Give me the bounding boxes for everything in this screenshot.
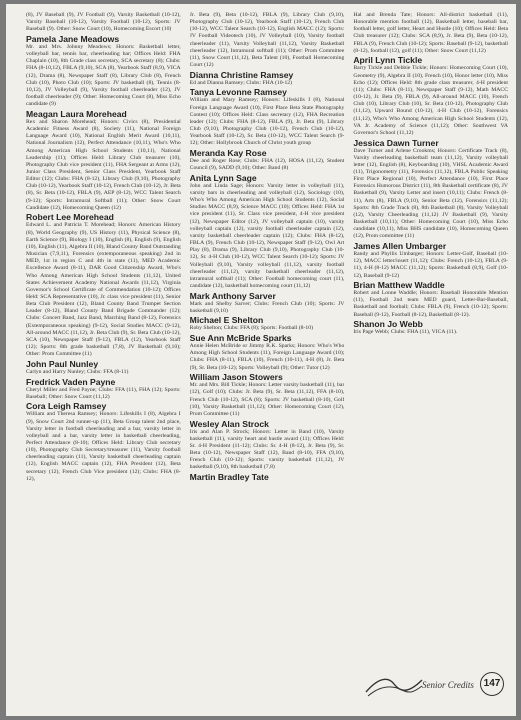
senior-credits-text: William and Mary Ramsey; Honors: Lifeskills I (8), National Foreign Language Award (10), First Place Beta State Photography Contest (10); Offices Held: Class secretary (12), FHA Recreation leader (12); Clubs: FHA (8-12), FBLA (9), Jr. Beta (9), Library Club (9,10), Photography Club (10-12), French Club (10-12), Yearbook Staff (10-12), Sr. Beta (10-12), WCC Talent Search (9-12); Other: Hollybrook Church of Christ youth group xyxy=(189,97,345,147)
senior-name: Fredrick Vaden Payne xyxy=(26,376,116,387)
column-3 xyxy=(353,12,508,660)
senior-credits-text: Rex and Sharon Morehead; Honors: Civics (8), Presidential Academic Fitness Award (8), Society (11), National Foreign Language Award (10), National English Merit Award (10,11), National Journalism (12), Perfect Attendance (10,11), Who's Who Among American High School Students (10,11), National Leadership (11); Offices Held: Library Club treasurer (10), Photography Club vice president (11), FHA Sergeant at Arms (12), Junior Class President, Senior Class President, Yearbook Staff Editor (12); Clubs: FHA (8-12), Library Club (9,10), Photography Club (10-12), Yearbook Staff (10-12), French Club (10-12), Jr. Beta (8), Sr. Beta (10-12), FBLA (9), AEP (8-12), WCC Talent Search (9-12); Sports: Intramural Softball (11); Other: Snow Court Candidate (12), Homecoming Queen (12) xyxy=(26,118,181,211)
senior-name: Cora Leigh Ramsey xyxy=(26,401,107,412)
senior-credits-text: William and Theresa Ramsey; Honors: Lifeskills I (8), Algebra I (9), Snow Court 2nd runner-up (11), Beta Group talent 2nd place, Varsity letter in football cheerleading and a bar, varsity letter in volleyball and a bar, varsity letter in basketball cheerleading, Perfect Attendance (8-10); Offices Held: Library Club secretary (10), Photography Club Secretary/treasurer (11), Varsity football cheerleading captain (11), Varsity basketball cheerleading captain (12), English MACC captain (12), FHA President (12), Beta secretary (12), French Club Vice president (12); Clubs: FHA (8-12), xyxy=(26,411,181,482)
senior-credits-text: Mr. and Mrs. Johnny Meadows; Honors: Basketball letter, volleyball bar, tennis bar, cheerleading bar; Offices Held: FHA Chaplain (10), 8th Grade class secretary, SCA secretary (8); Clubs: FHA (8-10,12), FBLA (9,10), SCA (8), Yearbook Staff (8,9), VICA (12), Drama (8), Newspaper Staff (8), Library Club (8), French Club (10), Photo Club (10); Sports: JV basketball (8), Tennis (8-10,12), JV Volleyball (9), Varsity football cheerleader (12), JV football cheerleader (9); Other: Homecoming Court (8), Miss Echo candidate (9) xyxy=(26,43,181,108)
senior-name: Dianna Christine Ramsey xyxy=(189,69,294,80)
senior-credits-text: Dee and Roger Rose; Clubs: FHA (12), HOSA (11,12), Student Council (9), SADD (9,10); Other: Band (8) xyxy=(189,158,345,172)
yearbook-page xyxy=(6,4,516,716)
senior-credits-text: Cheryl Miller and Fred Payne; Clubs: FFA (11), FHA (12); Sports: Baseball; Other: Snow Court (11,12) xyxy=(26,386,181,400)
senior-name: William Jason Stowers xyxy=(189,372,283,383)
senior-credits-text: Ed and Dianna Ramsey; Clubs: FHA (10-12) xyxy=(189,79,293,86)
senior-name: Mark Anthony Sarver xyxy=(189,290,276,301)
column-2 xyxy=(190,12,345,660)
senior-name: Shanon Jo Webb xyxy=(353,319,423,330)
page-number: 147 xyxy=(480,672,504,696)
senior-entry xyxy=(353,241,508,280)
senior-credits-text: John and Linda Sage; Honors: Varsity letter in volleyball (11), varsity bars in cheerleading and volleyball (12), Sociology (10), Who's Who Among American High School Students (12), Social Studies MACC (8,9), Science MACC (10); Offices Held: FHA 1st vice president (11), Sr. Class vice president, 4-H vice president (12), Newspaper Editor (12), JV volleyball captain (10), varsity volleyball captain (12), varsity football cheerleader captain (12), varsity basketball cheerleader captain (12); Clubs: FHA (8-12), FBLA (9), French Club (10-12), Newspaper Staff (9-12), Owl Art Play (8), Drama (9), Library Club (9,10), Photography Club (10-12), Sr. 4-H Club (10-12), WCC Talent Search (10-12); Sports: JV Volleyball (9,10), Varsity volleyball (11,12), varsity football cheerleader (11,12), varsity basketball cheerleader (11,12), intramural softball (11); Other: Football homecoming court (11), candidate (12), basketball homecoming court (11,12) xyxy=(189,182,345,289)
senior-entry xyxy=(26,109,181,212)
senior-entry xyxy=(190,12,345,69)
senior-entry xyxy=(190,472,345,482)
senior-entry xyxy=(190,87,345,147)
senior-credits-text: Barry Tickle and Debbie Tickle; Honors: Homecoming Court (10), Geometry (9), Algebra II (10), French (10), Honor letter (10), Miss Echo (12); Offices Held: 8th grade class treasurer, 4-H president (11); Clubs: FHA (8-11), Newspaper Staff (9-12), Math MACC (10-12), Jr. Beta (9), FBLA (9), All-around MACC (10), French Club (10), Library Club (10), Sr. Beta (10-12), Photography Club (11,12), Upward Bound (10-12), 4-H Club (10-12), Forensics (11,12), Who's Who Among American High School Students (12), VA Jr. Academy of Science (11,12); Other: Southwest VA Governor's School (11,12) xyxy=(353,65,509,136)
senior-credits-text: Jr. Beta (9), Beta (10-12), FBLA (9), Library Club (9,10), Photography Club (10-12), Yearbook Staff (10-12), French Club (10-12), WCC Talent Search (10-12), English MACC (12); Sports: JV Football Videotech (10), JV Volleyball (10), Varsity football cheerleader (11), Varsity Volleyball (11,12), Varsity Basketball cheerleader (12), Intramural softball (11); Other: Prom Committee (11), Snow Court (11,12), Beta Talent (10), Football Homecoming Court (12) xyxy=(189,12,345,69)
senior-entry xyxy=(353,319,508,336)
senior-entry xyxy=(26,12,181,33)
senior-name: Jessica Dawn Turner xyxy=(353,137,439,148)
senior-credits-text: Roby Shelton; Clubs: FFA (8); Sports: Football (8-10) xyxy=(189,325,313,332)
senior-name: Robert Lee Morehead xyxy=(26,212,114,223)
senior-name: Sue Ann McBride Sparks xyxy=(189,333,292,344)
senior-entry xyxy=(190,148,345,172)
senior-entry xyxy=(190,333,345,372)
senior-credits-text: Iris and Alan P. Strock; Honors: Letter in Band (10), Varsity basketball (11), varsity heart and hustle award (11); Offices Held: Sr. 4-H President (11-12); Clubs: Sr. 4-H (8-12), Jr. Beta (9), Sr. Beta (10-12), Newspaper Staff (12), Band (8-10), FFA (9,10), French Club (10-12); Sports: varsity basketball (11,12), JV basketball (9,10), 8th basketball (7,8) xyxy=(189,428,345,471)
senior-entry xyxy=(26,34,181,108)
senior-name: April Lynn Tickle xyxy=(353,55,423,66)
page-footer xyxy=(364,670,504,700)
senior-entry xyxy=(190,70,345,87)
senior-credits-text: Mark and Shelby Sarver; Clubs: French Club (10); Sports: JV basketball (9,10) xyxy=(189,300,345,314)
senior-entry xyxy=(26,359,181,376)
column-1 xyxy=(26,12,181,660)
senior-credits-text: Robert and Lonne Waddle; Honors: Baseball Honorable Mention (11), Football 2nd team MED guard, Letter-Bar-Baseball, Basketball and football; Clubs: FBLA (9), French (10-12); Sports: Baseball (9-12), Football (8-12), Basketball (8-12). xyxy=(353,290,509,318)
senior-credits-text: Annie Helen McBride or Jimmy R.K. Sparks; Honors: Who's Who Among High School Students (11), Foreign Language Award (10); Clubs: FHA (8-11), FBLA (10), French (10-11), 4-H (8), Jr. Beta (9), Sr. Beta (10-12); Sports: Volleyball (9); Other: Tutor (12) xyxy=(189,343,345,371)
senior-credits-text: Mr. and Mrs. Bill Tickle; Honors: Letter varsity basketball (11), bar (12), Golf (10); Clubs: Jr. Beta (9), Sr. Beta (11,12), FFA (8-10), French Club (10-12), SCA (8); Sports: JV basketball (8-10), Golf (10), Varsity Basketball (11,12); Other: Homecoming Court (12), Prom Committee (11) xyxy=(189,382,345,417)
senior-name: Martin Bradley Tate xyxy=(189,471,269,482)
senior-credits-text: (8), JV Baseball (9), JV Football (9), Varsity Basketball (10-12), Varsity Baseball (10-12), Varsity Football (10-12), Sports: JV Baseball (9). Other: Snow Court (10), Homecoming Escort (10) xyxy=(26,12,181,33)
senior-entry xyxy=(353,138,508,241)
senior-credits-text: Edward L. and Patricia T. Morehead; Honors: American History (8), World Geography (9), US History (11), Physical Science (8), Earth Science (9), Biology I (10), English (8), English (9), English (10), English (11), Algebra II (10), Bland County Band Outstanding Musician (7,9,11), Forensics (extemporaneous speaking) 2nd in MED, 1st in region C and 4th in state (11), MED Academic Excellence Award (8-11), DAR Good Citizenship Award, Who's Who Among American High School Students (11,12), United States Achievement Academy National Awards (11,12), Virginia Governor's School Certificate of Commendation (10-12); Offices Held: SCA Representative (10), Jr. class vice president (11), Senior Beta Club President (12), Bland County Band Trumpet Section Leader (8-12), Bland County Band Brigade Commander (12); Clubs: Concert Band, Jazz Band, Marching Band (8-12), Forensics (Extemporaneous speaking) (9-12), Social Studies MACC (9-12), All-around MACC (11,12), Jr. Beta Club (9), Sr. Beta Club (10-12), SCA (10), Newspaper Staff (9-12), FBLA (12), Yearbook Staff (12); Sports: 8th grade basketball (7,8), JV Basketball (9,10); Other: Prom Committee (11) xyxy=(26,222,181,358)
senior-entry xyxy=(353,280,508,319)
swoosh-decoration xyxy=(364,672,424,698)
senior-entry xyxy=(190,315,345,332)
senior-entry xyxy=(190,419,345,472)
senior-entry xyxy=(190,173,345,290)
senior-name: Anita Lynn Sage xyxy=(189,172,257,183)
senior-entry xyxy=(26,401,181,483)
senior-credits-text: Carlyn and Harry Nunley; Clubs: FFA (8-11) xyxy=(26,368,129,375)
senior-name: Meagan Laura Morehead xyxy=(26,108,127,119)
section-title: Senior Credits xyxy=(422,680,474,690)
senior-credits-text: Dave Turner and Arlene Crookms; Honors: Certificate Track (8), Varsity cheerleading basketball team (11,12), Varsity volleyball letter (12), English (8), Keyboarding (10), VHSL Academic Award (11), Trigonometry (11), Forensics (11,12), FBLA Public Speaking First Place Regional (10), Perfect Attendance (10), First Place Forensics Humorous District (11), 8th Basketball certificate (8), JV Basketball (9), Varsity Letter and insert (10,11); Clubs: French (8-11), Arts (8), FBLA (9,10), Senior Beta (12), Forensics (11,12); Sports: 8th Grade Track (8), 8th Basketball (8), Varsity Volleyball (12), Varsity Cheerleading (11,12) JV Basketball (9), Varsity Basketball (10,11); Other: Homecoming Court (10), Miss Echo candidate (10,11), Miss BHS candidate (10), Homecoming Queen (12), Prom committee (11) xyxy=(353,147,509,240)
senior-entry xyxy=(190,291,345,315)
senior-entry xyxy=(353,12,508,55)
senior-entry xyxy=(190,372,345,418)
senior-name: Michael E Shelton xyxy=(189,315,264,326)
senior-name: Brian Matthew Waddle xyxy=(353,280,445,291)
senior-credits-text: Iris Page Webb; Clubs: FHA (11), VICA (11). xyxy=(353,329,458,336)
senior-name: Wesley Alan Strock xyxy=(189,418,269,429)
senior-name: Tanya Levonne Ramsey xyxy=(189,87,287,98)
senior-name: Meranda Kay Rose xyxy=(189,148,267,158)
senior-entry xyxy=(353,55,508,137)
senior-name: James Allen Umbarger xyxy=(353,241,447,252)
senior-credits-columns xyxy=(26,12,508,660)
senior-entry xyxy=(26,377,181,401)
senior-credits-text: Randy and Phyllis Umbarger; Honors: Letter-Golf, Baseball (10-12), MACC letter/insert (11,12); Clubs: French (10-12), FBLA (9-11), 4-H (8-12) MACC (11,12); Sports: Basketball (8,9), Golf (10-12), Baseball (9-12) xyxy=(353,251,509,279)
senior-name: Pamela Jane Meadows xyxy=(26,33,120,44)
senior-entry xyxy=(26,212,181,358)
senior-credits-text: Hal and Brenda Tate; Honors: All-district basketball (11), Honorable mention football (12), Basketball letter, baseball bar, football letter, golf letter, Heart and Hustle (10); Offices Held: Beta Club treasurer (12); Clubs: SCA (8,9), Jr. Beta (9), Beta (10-12), FBLA (9), French Club (10-12); Sports: Baseball (9-12), basketball (8-12), football (12), golf (11); Other: Snow Court (11,12) xyxy=(353,12,509,54)
senior-name: John Paul Nunley xyxy=(26,358,99,369)
